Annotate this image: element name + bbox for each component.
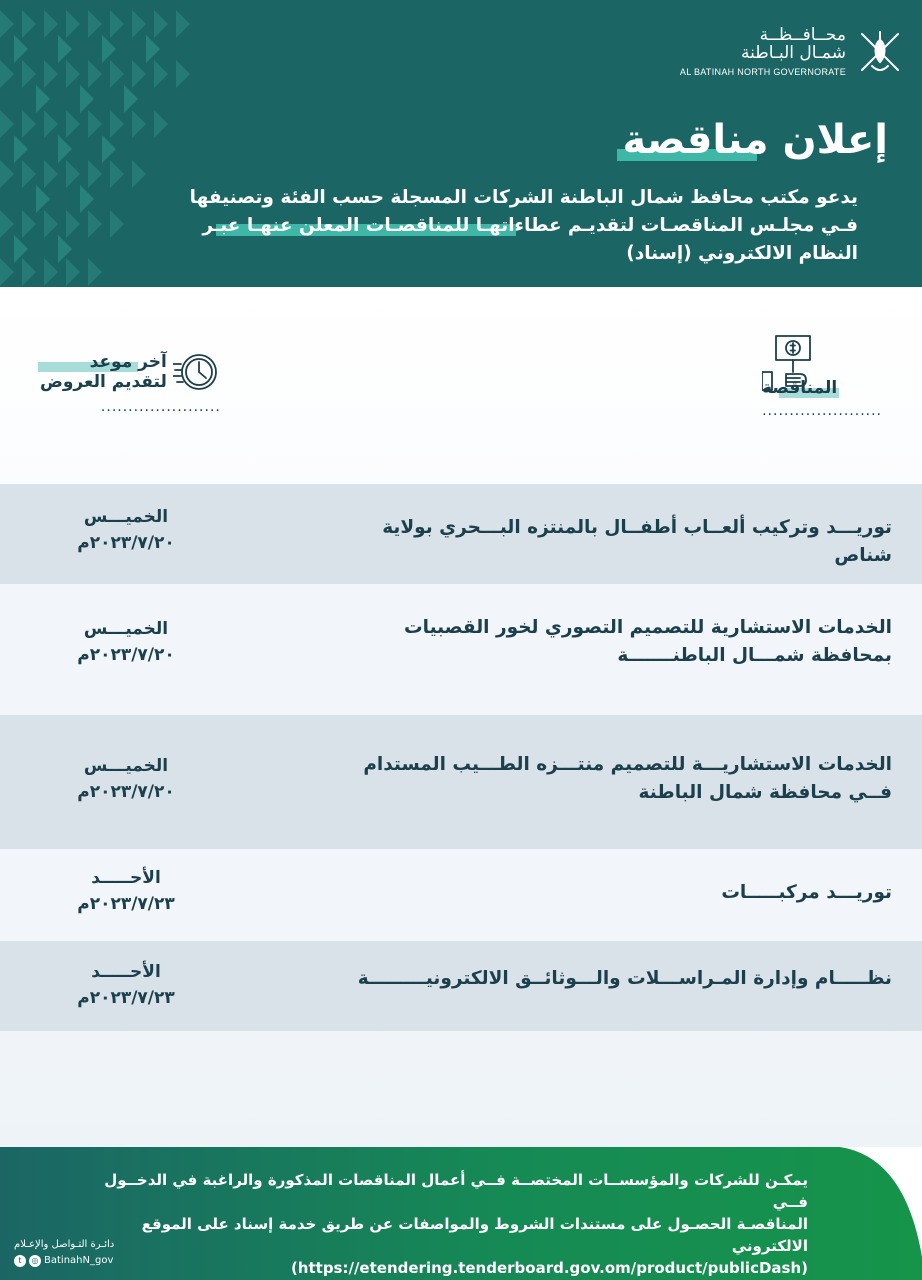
deadline-day: الخميـــس	[83, 756, 169, 776]
twitter-icon[interactable]: t	[14, 1255, 26, 1267]
deadline-date: ٢٠٢٣/٧/٢٣م	[77, 894, 175, 914]
credits	[14, 1238, 114, 1268]
triangle-pattern	[0, 0, 200, 287]
footer-line1: يمكـن للشركات والمؤسســات المختصــة فــي أعمال المناقصات المذكورة والراغبة في الدخــول فــي	[104, 1171, 808, 1211]
intro-line: فـي مجلـس المناقصـات لتقديـم عطاءاتهـا للمناقصـات المعلن عنهـا عبـر	[202, 215, 858, 236]
table-row	[0, 584, 922, 715]
intro-line: النظام الالكتروني (إسناد)	[626, 243, 858, 264]
footer-line2: المناقصـة الحصـول على مستندات الشروط والمواصفات عن طريق خدمة إسناد على الموقع الالكتروني	[141, 1215, 808, 1255]
clock-fast-icon	[173, 350, 221, 394]
logo-text	[680, 26, 846, 78]
intro-line: يدعو مكتب محافظ شمال الباطنة الشركات المسجلة حسب الفئة وتصنيفها	[189, 187, 858, 208]
tender-deadline	[66, 959, 186, 1011]
deadline-day: الخميـــس	[83, 507, 169, 527]
tender-name: توريـــد وتركيب ألعــاب أطفــال بالمنتزه البـــحري بولاية شناص	[382, 517, 892, 566]
tender-dots: ......................	[762, 403, 882, 419]
social-handle	[14, 1254, 114, 1268]
title-block	[623, 113, 888, 167]
page-title: إعلان مناقصة	[623, 113, 888, 167]
governorate-logo	[680, 24, 906, 80]
table-row	[0, 484, 922, 584]
deadline-day: الأحـــــد	[91, 868, 161, 888]
tender-column-header	[762, 334, 882, 419]
tenders-table	[0, 484, 922, 1031]
logo-en: AL BATINAH NORTH GOVERNORATE	[679, 67, 846, 77]
deadline-date: ٢٠٢٣/٧/٢٣م	[77, 988, 175, 1008]
deadline-date: ٢٠٢٣/٧/٢٠م	[77, 645, 175, 665]
deadline-day: الأحـــــد	[91, 962, 161, 982]
tender-name: نظـــــام وإدارة المـراســـلات والـــوثائــق الالكترونيـــــــــة	[357, 968, 892, 989]
deadline-label-line2: لتقديم العروض	[40, 372, 167, 392]
tender-name: توريـــد مركبـــــات	[721, 882, 892, 903]
intro-paragraph	[189, 184, 858, 268]
tender-label: المناقصة	[762, 378, 838, 398]
oman-emblem-icon	[854, 26, 906, 78]
logo-ar-line2: شمـال البـاطنة	[741, 43, 846, 63]
tender-deadline	[66, 504, 186, 556]
deadline-dots: ......................	[100, 399, 221, 415]
deadline-date: ٢٠٢٣/٧/٢٠م	[77, 533, 175, 553]
table-row	[0, 849, 922, 941]
instagram-icon[interactable]: ◎	[29, 1255, 41, 1267]
table-row	[0, 941, 922, 1031]
logo-ar-line1: محــافــظــة	[759, 25, 846, 45]
handle-text: BatinahN_gov	[44, 1255, 114, 1266]
deadline-date: ٢٠٢٣/٧/٢٠م	[77, 782, 175, 802]
deadline-label-line1: آخر موعد	[40, 352, 167, 372]
department-name: دائـرة التـواصل والإعـلام	[14, 1239, 115, 1250]
header-banner	[0, 0, 922, 287]
footer-notice	[88, 1169, 808, 1279]
footer-url[interactable]: (https://etendering.tenderboard.gov.om/product/publicDash)	[290, 1259, 808, 1277]
tender-name: الخدمات الاستشاريـــة للتصميم منتـــزه الطـــيب المستدام فــي محافظة شمال الباطنة	[363, 754, 892, 803]
deadline-column-header	[40, 350, 221, 415]
tender-deadline	[66, 865, 186, 917]
tender-deadline	[66, 616, 186, 668]
table-row	[0, 715, 922, 849]
footer-banner	[0, 1147, 922, 1280]
tender-deadline	[66, 753, 186, 805]
deadline-day: الخميـــس	[83, 619, 169, 639]
tender-name: الخدمات الاستشارية للتصميم التصوري لخور القصبيات بمحافظة شمـــال الباطنـــــــة	[404, 617, 892, 666]
